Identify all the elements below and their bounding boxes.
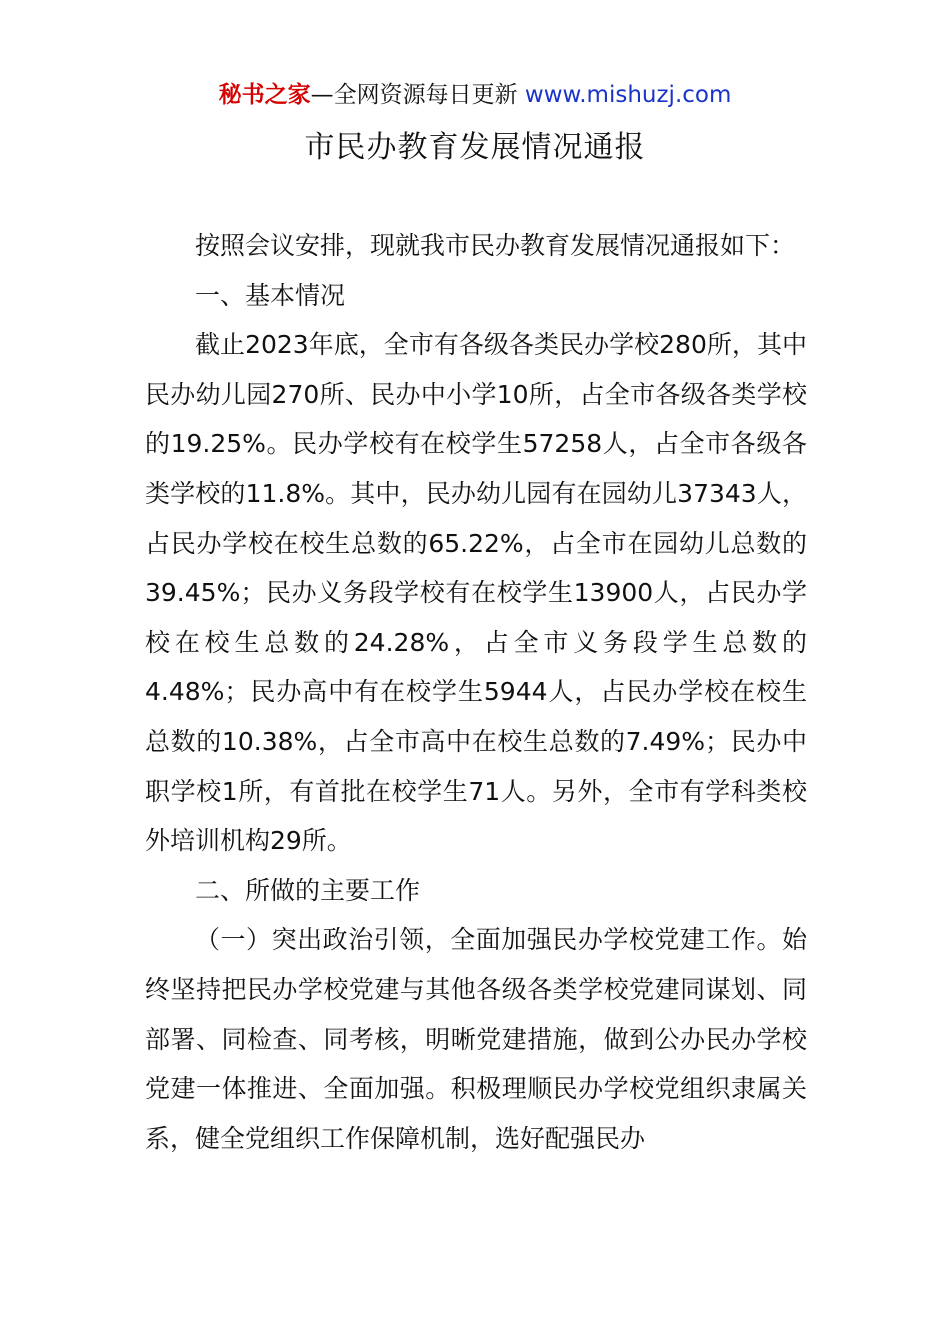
section-heading-work: 二、所做的主要工作 bbox=[195, 875, 421, 905]
document-body bbox=[145, 221, 807, 1163]
site-tagline: —全网资源每日更新 bbox=[310, 82, 518, 108]
site-brand: 秘书之家 bbox=[218, 82, 311, 108]
document-title: 市民办教育发展情况通报 bbox=[304, 130, 646, 165]
basic-stats-paragraph: 截止2023年底，全市有各级各类民办学校280所，其中民办幼儿园270所、民办中小学10所，占全市各级各类学校的19.25%。民办学校有在校学生57258人，占全市各级各类学校的11.8%。其中，民办幼儿园有在园幼儿37343人，占民办学校在校生总数的65.22%，占全市在园幼儿总数的39.45%；民办义务段学校有在校学生13900人，占民办学校在校生总数的24.28%，占全市义务段学生总数的4.48%；民办高中有在校学生5944人，占民办学校在校生总数的10.38%，占全市高中在校生总数的7.49%；民办中职学校1所，有首批在校学生71人。另外，全市有学科类校外培训机构29所。 bbox=[145, 330, 807, 856]
party-building-paragraph: （一）突出政治引领，全面加强民办学校党建工作。始终坚持把民办学校党建与其他各级各类学校党建同谋划、同部署、同检查、同考核，明晰党建措施，做到公办民办学校党建一体推进、全面加强。积极理顺民办学校党组织隶属关系，健全党组织工作保障机制，选好配强民办 bbox=[145, 925, 807, 1153]
site-header bbox=[0, 78, 950, 112]
site-url[interactable]: www.mishuzj.com bbox=[524, 82, 732, 108]
section-heading-basic: 一、基本情况 bbox=[195, 280, 346, 310]
intro-paragraph: 按照会议安排，现就我市民办教育发展情况通报如下： bbox=[195, 231, 796, 260]
